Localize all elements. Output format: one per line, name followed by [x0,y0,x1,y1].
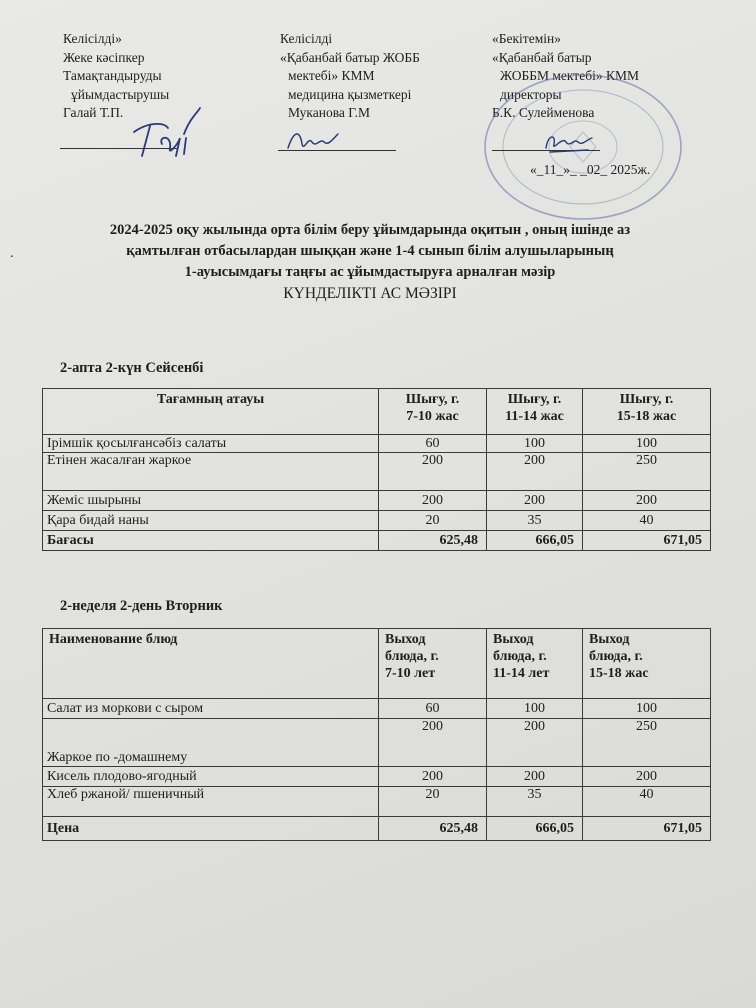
dish-name: Кисель плодово-ягодный [43,767,379,787]
approval-line: Жеке кәсіпкер [63,49,145,65]
portion-cell: 35 [487,511,583,531]
portion-cell: 200 [487,491,583,511]
portion-cell: 100 [487,435,583,453]
table-row [43,787,711,817]
header-cell: Шығу, г. 15-18 жас [583,389,711,435]
portion-cell: 200 [379,767,487,787]
document-heading [20,220,720,304]
header-cell: Выход блюда, г. 11-14 лет [487,629,583,699]
portion-cell: 100 [583,435,711,453]
portion-cell: 200 [487,453,583,491]
header-cell: Выход блюда, г. 7-10 лет [379,629,487,699]
portion-cell: 40 [583,787,711,817]
portion-cell: 20 [379,511,487,531]
table-row [43,435,711,453]
heading-line: қамтылған отбасылардан шыққан және 1-4 сынып білім алушыларының [126,243,614,259]
menu-kz-title: 2-апта 2-күн Сейсенбі [60,360,204,376]
dish-name: Жеміс шырыны [43,491,379,511]
approval-line: медицина қызметкері [288,86,412,102]
header-cell: Шығу, г. 11-14 жас [487,389,583,435]
approval-line: ұйымдастырушы [71,86,170,102]
signature-left [128,104,208,164]
approval-line: «Бекітемін» [492,31,561,46]
price-cell: 671,05 [583,531,711,551]
approval-line: директоры [500,86,562,102]
table-header-row [43,389,711,435]
portion-cell: 200 [487,719,583,767]
portion-cell: 35 [487,787,583,817]
approval-line: Муканова Г.М [288,105,370,120]
portion-cell: 200 [583,767,711,787]
table-row [43,767,711,787]
signature-middle [284,126,344,156]
portion-cell: 200 [487,767,583,787]
approval-line: Келісілді [280,31,333,46]
portion-cell: 250 [583,453,711,491]
price-cell: 625,48 [379,531,487,551]
margin-dot: . [10,246,14,261]
approval-line: «Қабанбай батыр [492,49,592,65]
heading-line: 1-ауысымдағы таңғы ас ұйымдастыруға арналған мәзір [184,264,556,280]
table-row [43,491,711,511]
menu-ru-title: 2-неделя 2-день Вторник [60,598,223,614]
total-label: Цена [43,817,379,841]
portion-cell: 200 [379,453,487,491]
dish-name: Ірімшік қосылғансәбіз салаты [43,435,379,453]
portion-cell: 100 [487,699,583,719]
price-cell: 666,05 [487,817,583,841]
portion-cell: 200 [379,491,487,511]
menu-kz-table [42,388,711,551]
approval-line: Келісілді» [63,31,122,46]
table-row [43,699,711,719]
table-row [43,719,711,767]
portion-cell: 200 [379,719,487,767]
header-cell: Наименование блюд [43,629,379,699]
portion-cell: 250 [583,719,711,767]
dish-name: Жаркое по -домашнему [43,719,379,767]
signature-right [540,128,600,156]
heading-line: КҮНДЕЛІКТІ АС МӘЗІРІ [283,285,457,302]
dish-name: Қара бидай наны [43,511,379,531]
portion-cell: 20 [379,787,487,817]
header-cell: Шығу, г. 7-10 жас [379,389,487,435]
approval-line: Галай Т.П. [63,105,124,120]
portion-cell: 40 [583,511,711,531]
price-cell: 671,05 [583,817,711,841]
dish-name: Етінен жасалған жаркое [43,453,379,491]
portion-cell: 60 [379,435,487,453]
price-cell: 666,05 [487,531,583,551]
menu-ru-table [42,628,711,841]
table-total-row [43,531,711,551]
approval-line: «Қабанбай батыр ЖОББ [280,49,420,65]
header-cell: Тағамның атауы [43,389,379,435]
approval-block-middle [280,30,420,123]
table-total-row [43,817,711,841]
table-row [43,511,711,531]
table-row [43,453,711,491]
approval-line: ЖОББМ мектебі» КММ [500,68,639,83]
table-header-row [43,629,711,699]
approval-line: Б.К. Сулейменова [492,105,595,120]
approval-date: «_11_»_ _02_ 2025ж. [530,162,651,177]
portion-cell: 60 [379,699,487,719]
dish-name: Хлеб ржаной/ пшеничный [43,787,379,817]
heading-line: 2024-2025 оқу жылында орта білім беру ұйымдарында оқитын , оның ішінде аз [109,222,631,238]
price-cell: 625,48 [379,817,487,841]
dish-name: Салат из моркови с сыром [43,699,379,719]
approval-line: мектебі» КММ [288,68,375,83]
portion-cell: 200 [583,491,711,511]
approval-line: Тамақтандыруды [63,68,162,83]
portion-cell: 100 [583,699,711,719]
total-label: Бағасы [43,531,379,551]
header-cell: Выход блюда, г. 15-18 жас [583,629,711,699]
